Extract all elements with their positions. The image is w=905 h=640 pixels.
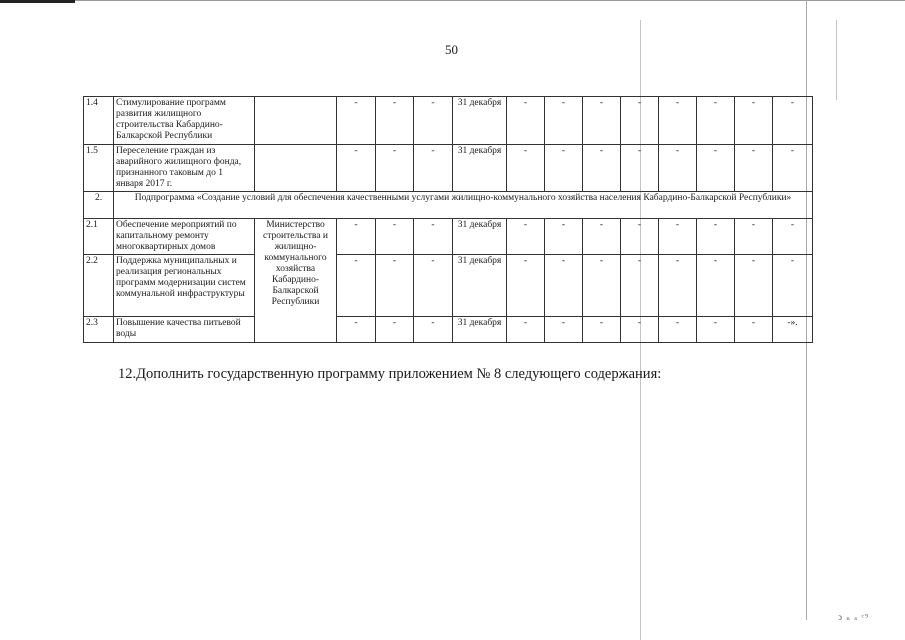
table-cell: - xyxy=(507,317,545,343)
table-cell: - xyxy=(507,219,545,255)
table-cell: - xyxy=(773,145,813,192)
table-cell: - xyxy=(697,145,735,192)
subprogram-row xyxy=(84,192,813,219)
subprogram-title: Подпрограмма «Создание условий для обеспечения качественными услугами жилищно-коммунального хозяйства населения Кабардино-Балкарской Республики» xyxy=(114,192,813,219)
table-cell: - xyxy=(773,97,813,145)
table-cell: - xyxy=(414,145,453,192)
table-cell: - xyxy=(583,97,621,145)
deadline-cell: 31 декабря xyxy=(453,219,507,255)
scan-artifact-line xyxy=(836,20,837,100)
table-cell: - xyxy=(583,317,621,343)
table-cell: - xyxy=(697,255,735,317)
table-cell: - xyxy=(735,97,773,145)
measure-name: Переселение граждан из аварийного жилищного фонда, признанного таковым до 1 января 2017 г. xyxy=(114,145,255,192)
table-cell: - xyxy=(545,97,583,145)
deadline-cell: 31 декабря xyxy=(453,255,507,317)
measure-name: Стимулирование программ развития жилищного строительства Кабардино-Балкарской Республики xyxy=(114,97,255,145)
table-cell: - xyxy=(659,317,697,343)
table-row xyxy=(84,255,813,317)
table-cell: - xyxy=(507,97,545,145)
measure-name: Повышение качества питьевой воды xyxy=(114,317,255,343)
table-cell: - xyxy=(621,219,659,255)
table-cell: - xyxy=(735,317,773,343)
row-number: 1.4 xyxy=(84,97,114,145)
table-cell: - xyxy=(545,255,583,317)
table-cell: - xyxy=(583,219,621,255)
table-cell: - xyxy=(376,97,414,145)
amendment-instruction: 12.Дополнить государственную программу приложением № 8 следующего содержания: xyxy=(118,366,662,382)
table-row xyxy=(84,219,813,255)
table-cell: - xyxy=(414,97,453,145)
table-cell: - xyxy=(414,317,453,343)
table-row xyxy=(84,317,813,343)
scan-mark xyxy=(0,0,75,3)
table-cell: - xyxy=(659,145,697,192)
table-cell: - xyxy=(697,97,735,145)
table-cell: - xyxy=(545,317,583,343)
program-table xyxy=(83,96,813,343)
table-cell: - xyxy=(414,219,453,255)
responsible-cell-empty xyxy=(255,145,337,192)
scan-border-top xyxy=(0,0,905,1)
measure-name: Обеспечение мероприятий по капитальному ремонту многоквартирных домов xyxy=(114,219,255,255)
responsible-ministry: Министерство строительства и жилищно-коммунального хозяйства Кабардино-Балкарской Республики xyxy=(255,219,337,343)
table-cell: - xyxy=(337,97,376,145)
table-row xyxy=(84,97,813,145)
table-cell: - xyxy=(337,317,376,343)
table-cell: - xyxy=(337,255,376,317)
row-number: 1.5 xyxy=(84,145,114,192)
table-cell: - xyxy=(697,219,735,255)
table-cell: - xyxy=(507,145,545,192)
row-number: 2. xyxy=(84,192,114,219)
table-row xyxy=(84,145,813,192)
deadline-cell: 31 декабря xyxy=(453,145,507,192)
table-cell: - xyxy=(376,317,414,343)
table-cell: - xyxy=(414,255,453,317)
table-cell: - xyxy=(659,255,697,317)
table-cell: - xyxy=(376,255,414,317)
table-cell: - xyxy=(735,145,773,192)
row-number: 2.2 xyxy=(84,255,114,317)
row-number: 2.3 xyxy=(84,317,114,343)
table-cell: - xyxy=(583,145,621,192)
scan-corner-mark: ↄ ₙ ₛ ᶜ⁹ xyxy=(838,612,870,622)
table-cell: - xyxy=(583,255,621,317)
table-cell: - xyxy=(735,255,773,317)
table-cell: - xyxy=(621,97,659,145)
table-cell: - xyxy=(621,255,659,317)
table-cell: - xyxy=(659,219,697,255)
table-cell: - xyxy=(545,145,583,192)
responsible-cell-empty xyxy=(255,97,337,145)
table-cell: - xyxy=(773,255,813,317)
table-cell: - xyxy=(621,317,659,343)
row-number: 2.1 xyxy=(84,219,114,255)
table-cell: - xyxy=(507,255,545,317)
page-number: 50 xyxy=(445,42,458,57)
table-cell: - xyxy=(659,97,697,145)
table-cell: - xyxy=(621,145,659,192)
table-cell: - xyxy=(376,145,414,192)
deadline-cell: 31 декабря xyxy=(453,317,507,343)
table-cell: - xyxy=(697,317,735,343)
table-cell: -». xyxy=(773,317,813,343)
deadline-cell: 31 декабря xyxy=(453,97,507,145)
table-cell: - xyxy=(337,145,376,192)
table-cell: - xyxy=(337,219,376,255)
table-cell: - xyxy=(545,219,583,255)
table-cell: - xyxy=(376,219,414,255)
table-cell: - xyxy=(773,219,813,255)
measure-name: Поддержка муниципальных и реализация региональных программ модернизации систем коммунальной инфраструктуры xyxy=(114,255,255,317)
table-cell: - xyxy=(735,219,773,255)
